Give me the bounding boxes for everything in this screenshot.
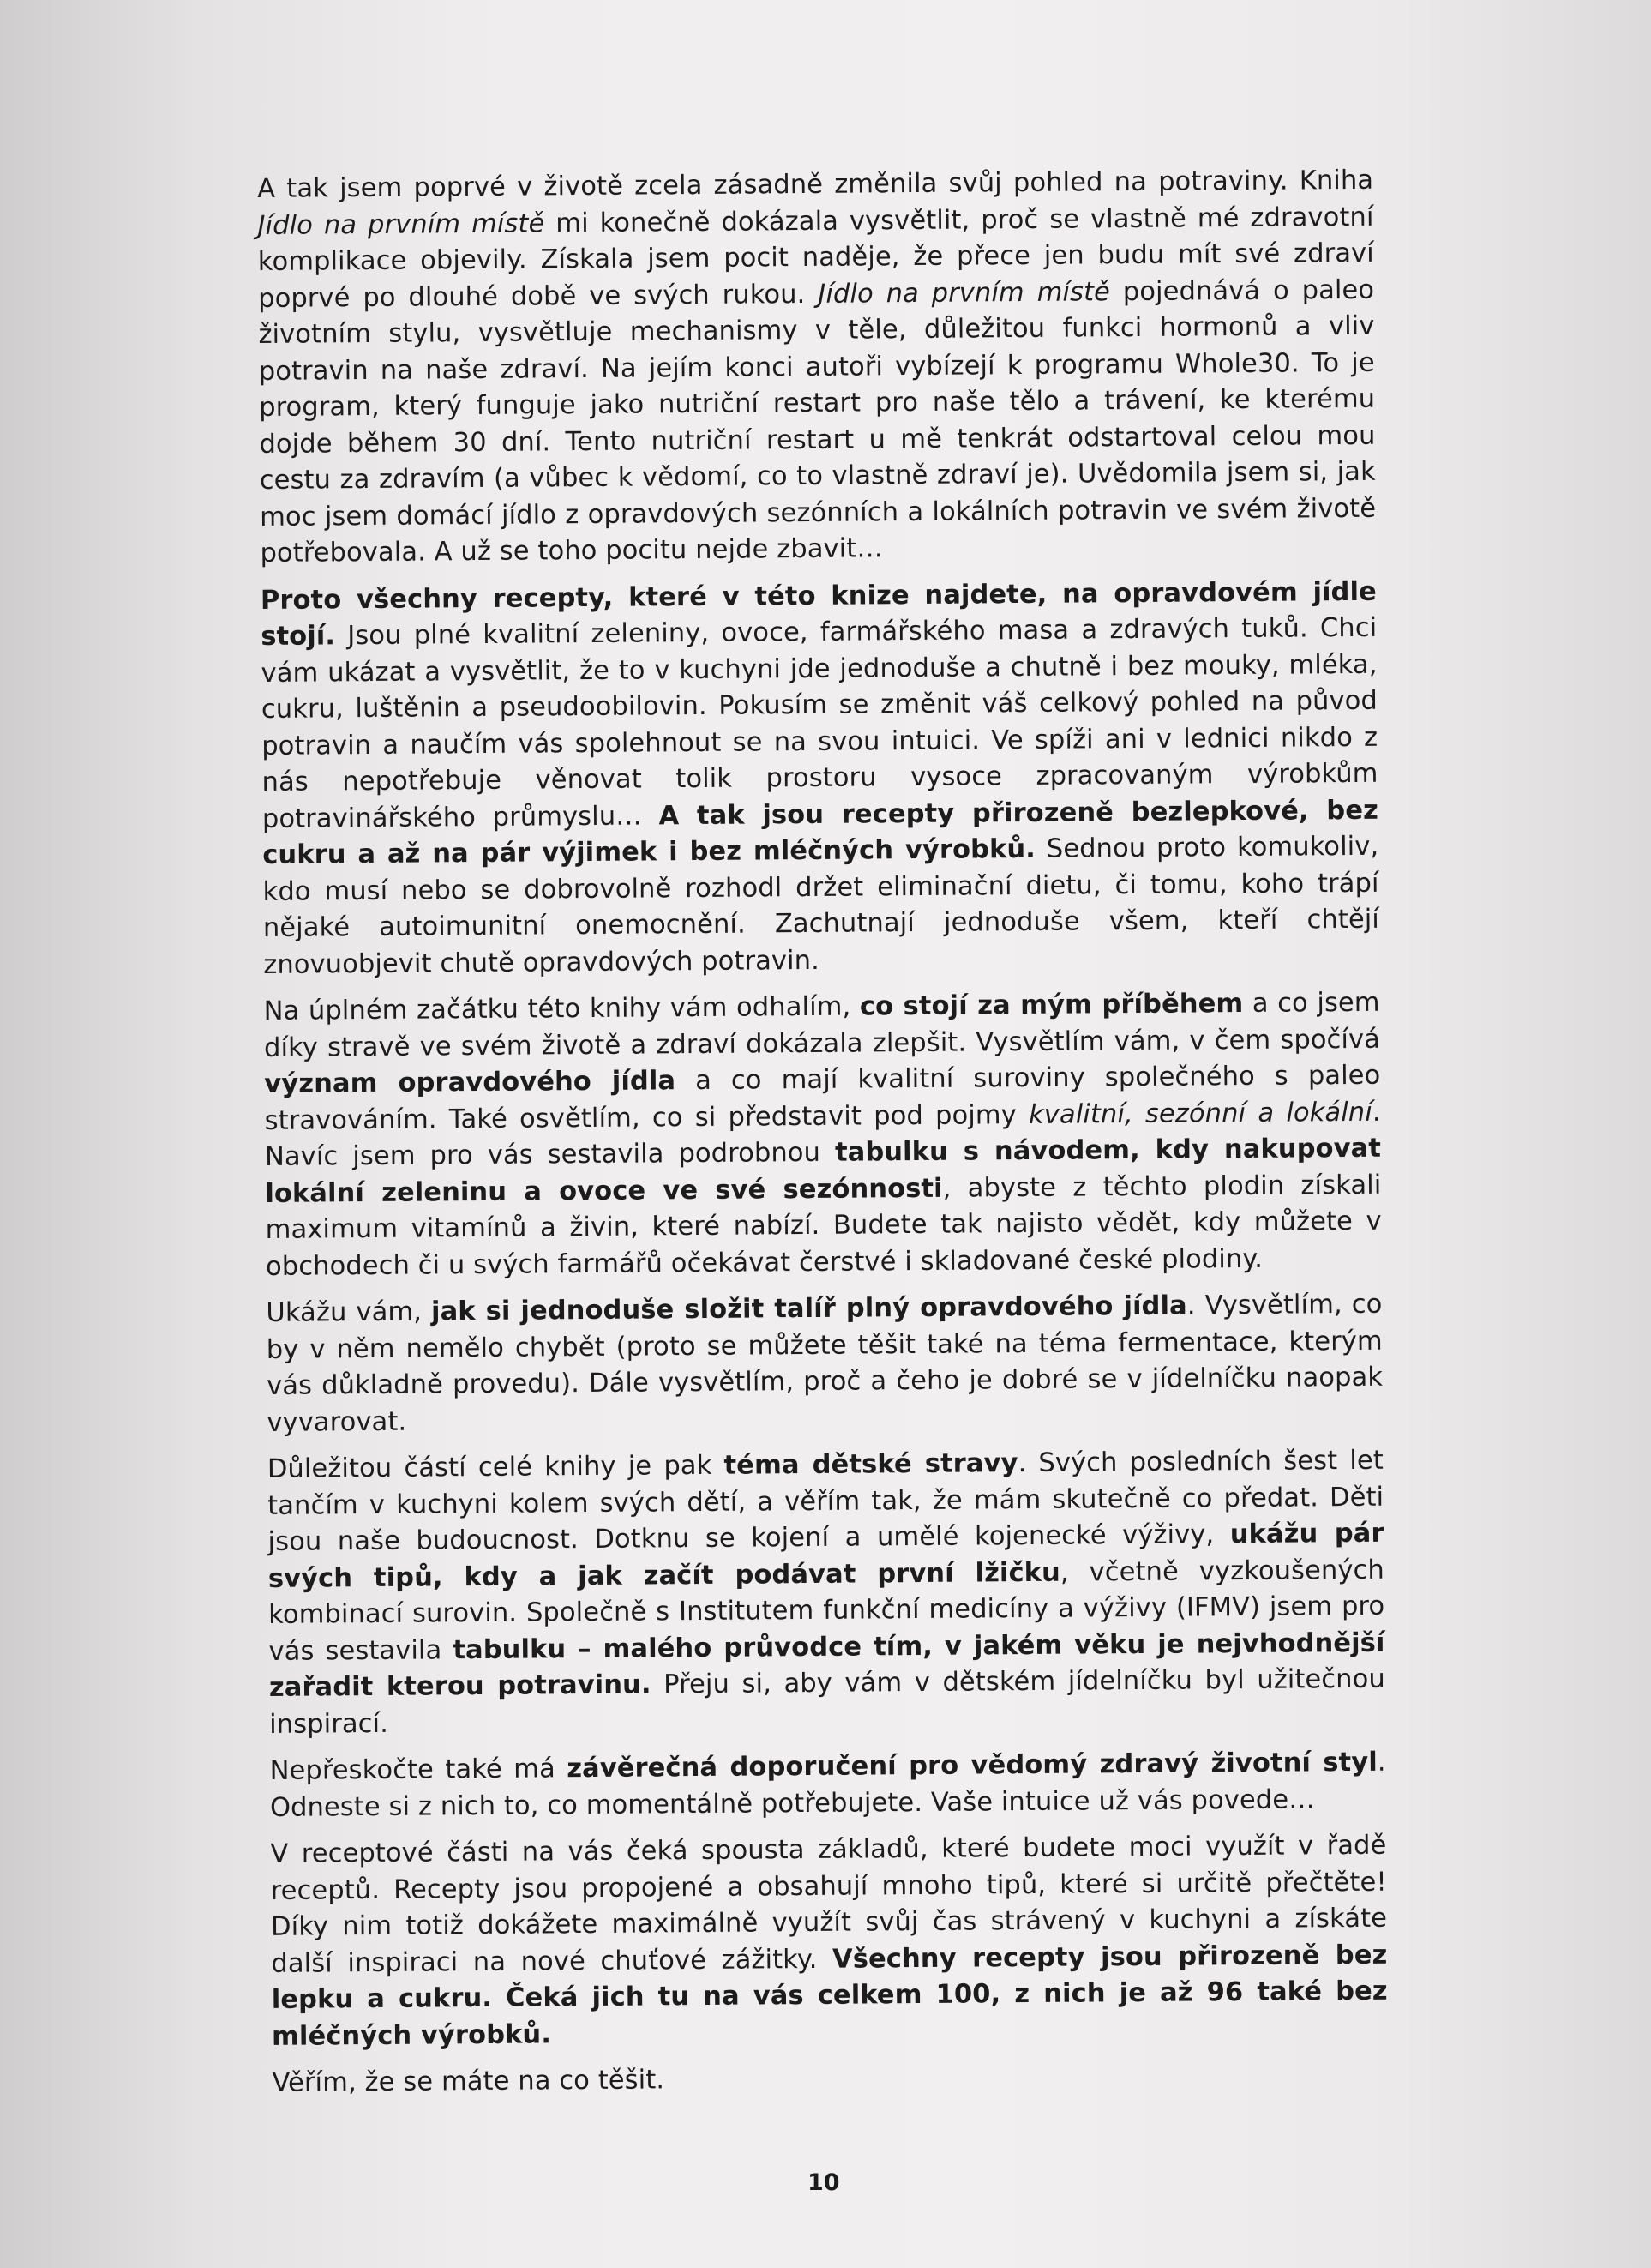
text-run: , abyste z těchto plodin získali maximum vitamínů a živin, které nabízí. Budete tak najisto vědět, kdy můžete v obchodech či u svých farmářů očekávat čerstvé i skladované české plodiny. [265,1170,1382,1282]
bold-text: A tak jsou recepty přirozeně bezlepkové, bez cukru a až na pár výjimek i bez mléčných výrobků. [262,795,1379,870]
text-run: Na úplném začátku této knihy vám odhalím, [263,991,861,1026]
text-run: . Svých posledních šest let tančím v kuchyni kolem svých dětí, a věřím tak, že mám skutečně co předat. Děti jsou naše budoucnost. Dotknu se kojení a umělé kojenecké výživy, [267,1445,1384,1557]
text-run: . Vysvětlím, co by v něm nemělo chybět (proto se můžete těšit také na téma fermentace, kterým vás důkladně provedu). Dále vysvětlím, proč a čeho je dobré se v jídelníčku naopak vyvarovat. [266,1289,1384,1438]
text-run: . Navíc jsem pro vás sestavila podrobnou [264,1097,1381,1172]
bold-text: význam opravdového jídla [264,1066,676,1099]
paragraph [269,1745,1386,1826]
bold-text: Všechny recepty jsou přirozeně bez lepku a cukru. Čeká jich tu na vás celkem 100, z nich je až 96 také bez mléčných výrobků. [271,1940,1388,2052]
paragraph [261,574,1380,984]
paragraph [257,163,1377,573]
text-run: a co mají kvalitní suroviny společného s paleo stravováním. Také osvětlím, co si představit pod pojmy [264,1060,1381,1136]
text-run: a co jsem díky stravě ve svém životě a zdraví dokázala zlepšit. Vysvětlím vám, v čem spočívá [263,987,1381,1063]
text-run: Přeju si, aby vám v dětském jídelníčku byl užitečnou inspirací. [269,1663,1385,1740]
bold-text: ukážu pár svých tipů, kdy a jak začít podávat první lžičku [267,1518,1384,1594]
paragraph [270,1828,1388,2055]
bold-text: tabulku s návodem, kdy nakupovat lokální zeleninu a ovoce ve své sezónnosti [265,1133,1382,1209]
text-run: A tak jsem poprvé v životě zcela zásadně změnila svůj pohled na potraviny. Kniha [257,165,1374,204]
paragraph [264,985,1383,1285]
bold-text: téma dětské stravy [723,1448,1018,1481]
bold-text: Proto všechny recepty, které v této knize najdete, na opravdovém jídle stojí. [260,576,1378,652]
bold-text: co stojí za mým příběhem [859,988,1244,1022]
page-number: 10 [807,2169,840,2196]
text-run: , včetně vyzkoušených kombinací surovin. Společně s Institutem funkční medicíny a výživy (IFMV) jsem pro vás sestavila [268,1555,1385,1667]
text-run: V receptové části na vás čeká spousta základů, které budete moci využít v řadě receptů. Recepty jsou propojené a obsahují mnoho tipů, které si určitě přečtěte! Díky nim totiž dokážete maximálně využít svůj čas strávený v kuchyni a získáte další inspiraci na nové chuťové zážitky. [270,1830,1388,1979]
text-run: Nepřeskočte také má [269,1754,567,1786]
paragraph [266,1287,1383,1441]
text-run: . Odneste si z nich to, co momentálně potřebujete. Vaše intuice už vás povede… [269,1747,1386,1823]
text-run: Důležitou částí celé knihy je pak [267,1450,724,1484]
body-text [257,163,1389,2113]
bold-text: jak si jednoduše složit talíř plný opravdového jídla [430,1290,1187,1327]
italic-text: Jídlo na prvním místě [818,276,1111,310]
text-run: Věřím, že se máte na co těšit. [272,2065,665,2098]
text-run: Ukážu vám, [266,1296,432,1328]
text-run: mi konečně dokázala vysvětlit, proč se vlastně mé zdravotní komplikace objevily. Získala jsem pocit naděje, že přece jen budu mít své zdraví poprvé po dlouhé době ve svých rukou. [257,202,1374,314]
italic-text: kvalitní, sezónní a lokální [1028,1097,1372,1130]
text-run: Sednou proto komukoliv, kdo musí nebo se dobrovolně rozhodl držet eliminační dietu, či tomu, koho trápí nějaké autoimunitní onemocnění. Zachutnají jednoduše všem, kteří chtějí znovuobjevit chutě opravdových potravin. [262,831,1380,980]
bold-text: tabulku – malého průvodce tím, v jakém věku je nejvhodnější zařadit kterou potravinu. [268,1627,1385,1703]
bold-text: závěrečná doporučení pro vědomý zdravý životní styl [567,1747,1378,1784]
italic-text: Jídlo na prvním místě [257,208,545,241]
paragraph [272,2057,1388,2103]
text-run: Jsou plné kvalitní zeleniny, ovoce, farmářského masa a zdravých tuků. Chci vám ukázat a vysvětlit, že to v kuchyni jde jednoduše a chutně i bez mouky, mléka, cukru, luštěnin a pseudoobilovin. Pokusím se změnit váš celkový pohled na původ potravin a naučím vás spolehnout se na svou intuici. Ve spíži ani v lednici nikdo z nás nepotřebuje věnovat tolik prostoru vysoce zpracovaným výrobkům potravinářského průmyslu… [261,612,1378,834]
paragraph [267,1443,1386,1743]
text-run: pojednává o paleo životním stylu, vysvětluje mechanismy v těle, důležitou funkci hormonů a vliv potravin na naše zdraví. Na jejím konci autoři vybízejí k programu Whole30. To je program, který funguje jako nutriční restart pro naše tělo a trávení, ke kterému dojde během 30 dní. Tento nutriční restart u mě tenkrát odstartoval celou mou cestu za zdravím (a vůbec k vědomí, co to vlastně zdraví je). Uvědomila jsem si, jak moc jsem domácí jídlo z opravdových sezónních a lokálních potravin ve svém životě potřebovala. A už se toho pocitu nejde zbavit… [258,274,1377,569]
